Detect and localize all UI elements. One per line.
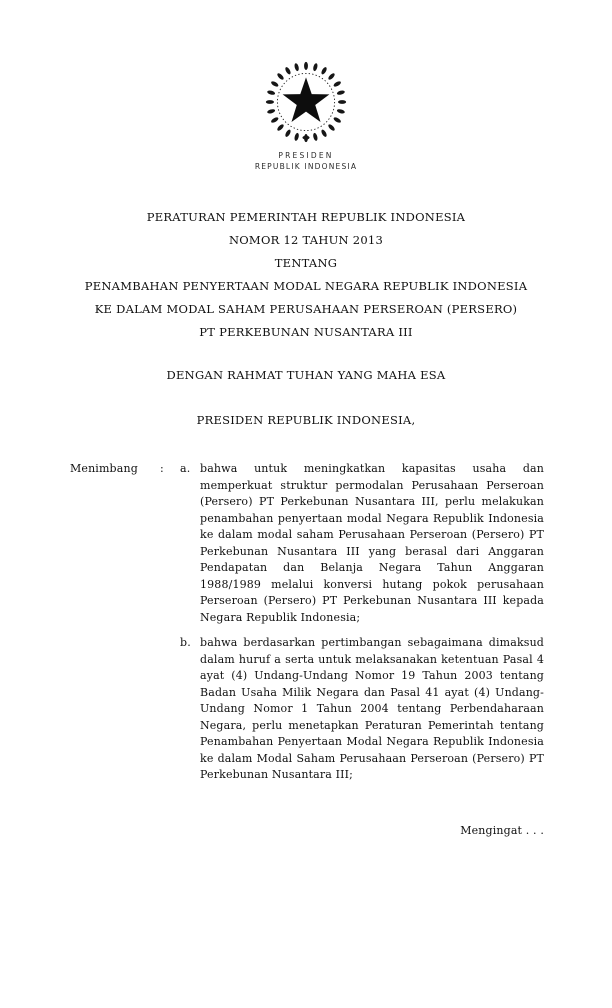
item-text: bahwa untuk meningkatkan kapasitas usaha dan memperkuat struktur permodalan Perusahaan Perseroan (Persero) PT Perkebunan Nusantara III, perlu melakukan penambahan penyertaan modal Negara Republik Indonesia ke dalam modal saham Perusahaan Perseroan (Persero) PT Perkebunan Nusantara III yang berasal dari Anggaran Pendapatan dan Belanja Negara Tahun Anggaran 1988/1989 melalui konversi hutang pokok perusahaan Perseroan (Persero) PT Perkebunan Nusantara III kepada Negara Republik Indonesia; <box>200 462 544 624</box>
menimbang-section <box>0 461 612 784</box>
considering-item-a <box>180 461 544 626</box>
letterhead <box>0 150 612 172</box>
presidential-seal <box>0 58 612 146</box>
menimbang-label: Menimbang <box>70 462 138 475</box>
menimbang-items <box>180 461 544 784</box>
item-marker: a. <box>180 462 191 475</box>
item-text: bahwa berdasarkan pertimbangan sebagaimana dimaksud dalam huruf a serta untuk melaksanakan ketentuan Pasal 4 ayat (4) Undang-Undang Nomor 19 Tahun 2003 tentang Badan Usaha Milik Negara dan Pasal 41 ayat (4) Undang-Undang Nomor 1 Tahun 2004 tentang Perbendaharaan Negara, perlu menetapkan Peraturan Pemerintah tentang Penambahan Penyertaan Modal Negara Republik Indonesia ke dalam Modal Saham Perusahaan Perseroan (Persero) PT Perkebunan Nusantara III; <box>200 636 544 781</box>
page-catchword: Mengingat . . . <box>460 823 544 837</box>
letterhead-presiden: PRESIDEN <box>278 151 334 160</box>
item-marker: b. <box>180 636 191 649</box>
regulation-number: NOMOR 12 TAHUN 2013 <box>228 233 384 247</box>
title-block <box>0 206 612 344</box>
considering-item-b <box>180 635 544 784</box>
presidential-seal-icon <box>262 58 350 146</box>
menimbang-separator: : <box>160 462 164 475</box>
invocation-line: DENGAN RAHMAT TUHAN YANG MAHA ESA <box>166 368 446 382</box>
subject-line-2: KE DALAM MODAL SAHAM PERUSAHAAN PERSEROAN (PERSERO) <box>94 302 518 316</box>
tentang-label: TENTANG <box>274 256 338 270</box>
regulation-title: PERATURAN PEMERINTAH REPUBLIK INDONESIA <box>146 210 466 224</box>
subject-line-3: PT PERKEBUNAN NUSANTARA III <box>199 325 413 339</box>
subject-line-1: PENAMBAHAN PENYERTAAN MODAL NEGARA REPUBLIK INDONESIA <box>84 279 528 293</box>
letterhead-republik-indonesia: REPUBLIK INDONESIA <box>254 162 358 171</box>
authority-line: PRESIDEN REPUBLIK INDONESIA, <box>196 413 416 427</box>
